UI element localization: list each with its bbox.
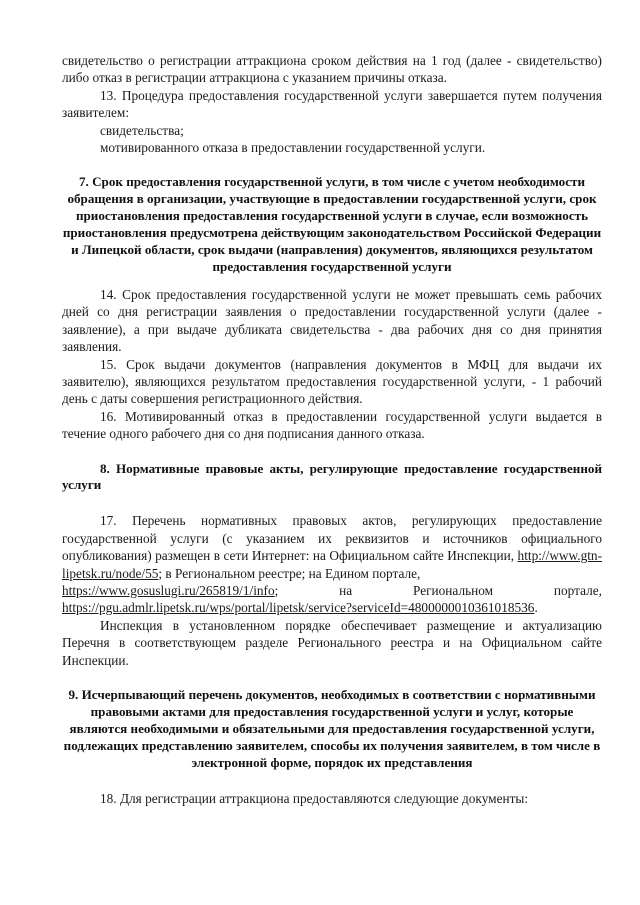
regional-portal-word-on: на (339, 582, 353, 598)
document-page (62, 52, 602, 807)
result-option-certificate: свидетельства; (100, 122, 184, 138)
section-7-heading: 7. Срок предоставления государственной услуги, в том числе с учетом необходимости обращения в организации, участвующие в предоставлении государственной услуги, срок приостановления предоставления государственной услуги в случае, если возможность приостановления предусмотрена действующим законодательством Российской Федерации и Липецкой области, срок выдачи (направления) документов, являющихся результатом предоставления государственной услуги (62, 174, 602, 274)
paragraph-16: 16. Мотивированный отказ в предоставлении государственной услуги выдается в течение одного рабочего дня со дня подписания данного отказа. (62, 408, 602, 442)
paragraph-17-end: . (534, 600, 538, 616)
regional-portal-row (62, 599, 602, 616)
paragraph-14: 14. Срок предоставления государственной услуги не может превышать семь рабочих дней со дня регистрации заявления о предоставлении государственной услуги (далее - заявление), а при выдаче дубликата свидетельства - два рабочих дня со дня принятия заявления. (62, 286, 602, 355)
single-portal-link[interactable]: https://www.gosuslugi.ru/265819/1/info (62, 582, 275, 598)
single-portal-row (62, 582, 602, 599)
paragraph-17-start: 17. Перечень нормативных правовых актов, регулирующих предоставление государственной услуги (с указанием их реквизитов и источников официального опубликования) размещен в сети Интернет: на Официальном сайте Инспекции, (62, 513, 602, 564)
intro-paragraph: свидетельство о регистрации аттракциона сроком действия на 1 год (далее - свидетельство) либо отказ в регистрации аттракциона с указанием причины отказа. (62, 53, 602, 86)
inspection-paragraph: Инспекция в установленном порядке обеспечивает размещение и актуализацию Перечня в соответствующем разделе Регионального реестра и на Официальном сайте Инспекции. (62, 617, 602, 668)
section-9-heading: 9. Исчерпывающий перечень документов, необходимых в соответствии с нормативными правовыми актами для предоставления государственной услуги и услуг, которые являются необходимыми и обязательными для предоставления государственной услуги, подлежащих представлению заявителем, способы их получения заявителем, в том числе в электронной форме, порядок их представления (63, 687, 601, 770)
result-option-refusal: мотивированного отказа в предоставлении государственной услуги. (100, 140, 486, 156)
regional-portal-word-regional: Региональном (412, 582, 494, 598)
single-portal-separator: ; (274, 582, 279, 598)
paragraph-15: 15. Срок выдачи документов (направления документов в МФЦ для выдачи их заявителю), являющихся результатом предоставления государственной услуги, - 1 рабочий день с даты совершения регистрационного действия. (62, 356, 602, 407)
inspection-site-link[interactable]: http://www.gtn-lipetsk.ru/node/55 (62, 548, 603, 581)
paragraph-17-registry: ; в Региональном реестре; на Едином портале, (158, 565, 421, 581)
regional-portal-link[interactable]: https://pgu.admlr.lipetsk.ru/wps/portal/lipetsk/service?serviceId=4800000010361018536 (62, 600, 535, 616)
paragraph-18: 18. Для регистрации аттракциона предоставляются следующие документы: (100, 790, 529, 806)
paragraph-13: 13. Процедура предоставления государственной услуги завершается путем получения заявителем: (62, 87, 602, 121)
section-8-heading: 8. Нормативные правовые акты, регулирующие предоставление государственной услуги (62, 460, 602, 493)
paragraph-17 (62, 512, 602, 582)
regional-portal-word-portal: портале, (553, 582, 602, 598)
